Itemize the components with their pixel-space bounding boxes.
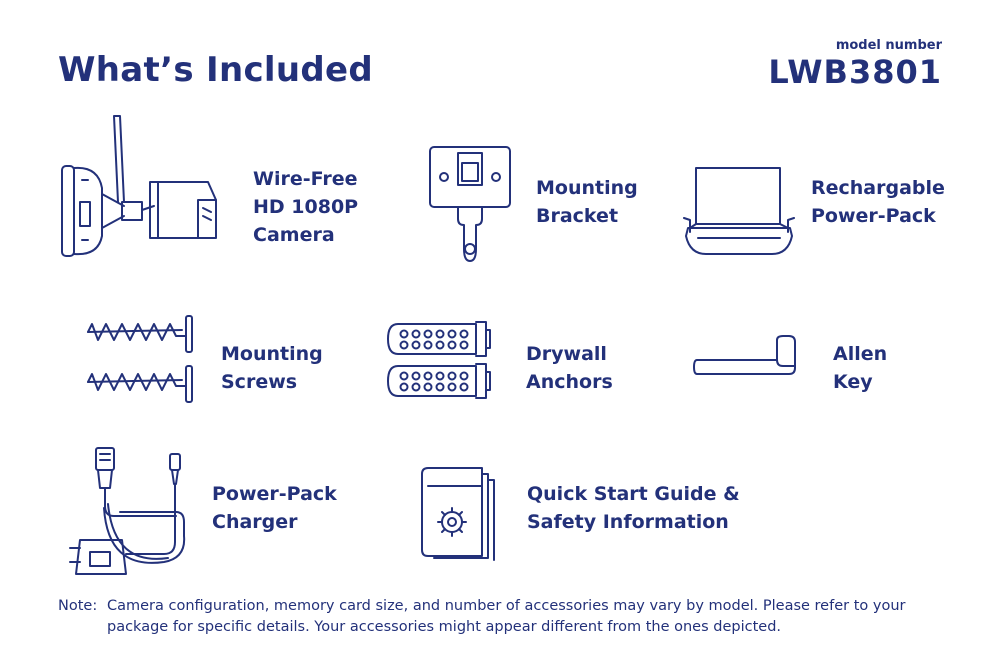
item-label-battery-pack: Rechargable Power-Pack: [811, 177, 945, 227]
item-label-anchors: Drywall Anchors: [526, 343, 613, 393]
item-label-allen-key: Allen Key: [833, 343, 888, 393]
item-label-screws: Mounting Screws: [221, 343, 323, 393]
page-title: What’s Included: [58, 50, 373, 90]
camera-icon: [58, 110, 228, 260]
allen-key-icon: [693, 334, 801, 378]
model-number-label: model number: [835, 38, 942, 53]
note-text: Camera configuration, memory card size, and number of accessories may vary by model. Please refer to your package for specific details. Your accessories might appear different from the ones depicted.: [107, 598, 906, 635]
anchors-icon: [386, 320, 494, 402]
battery-pack-icon: [680, 166, 798, 258]
item-label-guide: Quick Start Guide & Safety Information: [527, 483, 740, 533]
model-number: LWB3801: [768, 53, 942, 91]
item-label-bracket: Mounting Bracket: [536, 177, 638, 227]
bracket-icon: [428, 145, 514, 265]
guide-book-icon: [420, 466, 498, 560]
charger-icon: [68, 446, 196, 580]
note-prefix: Note:: [58, 598, 98, 614]
item-label-charger: Power-Pack Charger: [212, 483, 337, 533]
disclaimer-note: [58, 596, 958, 638]
item-label-camera: Wire-Free HD 1080P Camera: [253, 168, 359, 246]
screws-icon: [86, 312, 198, 404]
